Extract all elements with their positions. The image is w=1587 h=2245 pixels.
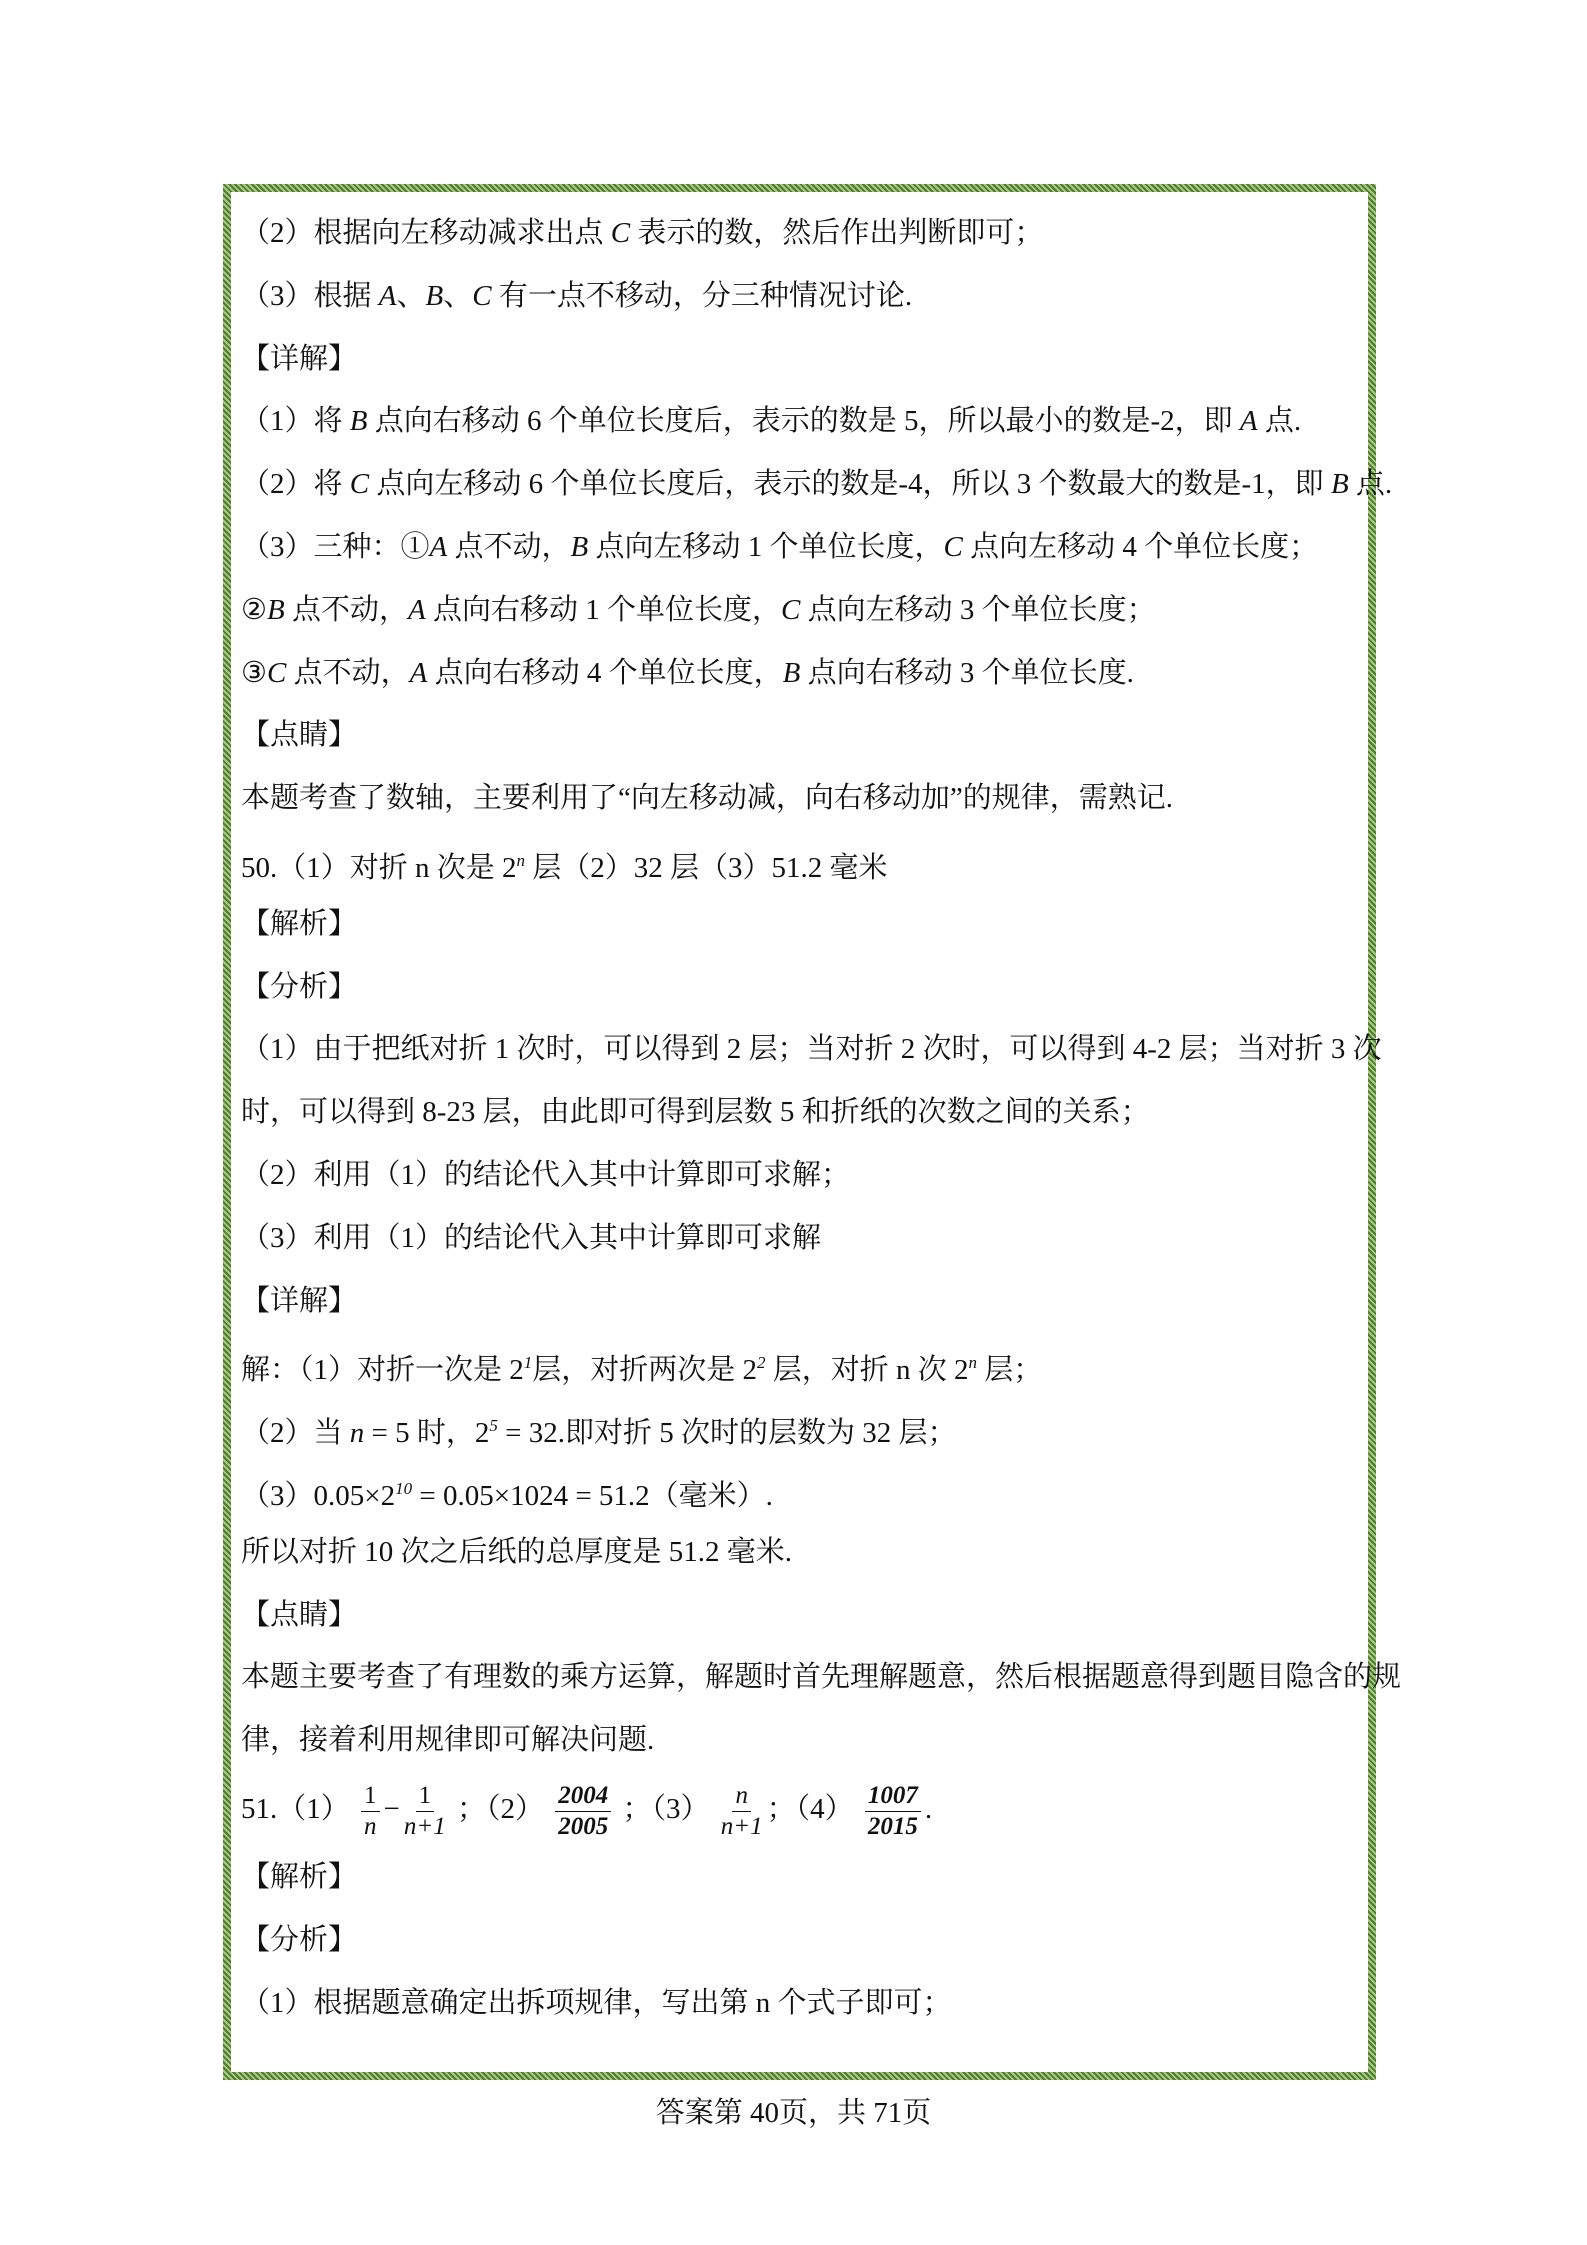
fraction-1007-2015 xyxy=(865,1781,921,1842)
denominator: 2015 xyxy=(867,1812,918,1840)
denominator: n+1 xyxy=(720,1812,763,1840)
math-variable: A xyxy=(429,530,448,563)
text-segment: 【详解】 xyxy=(241,342,358,375)
math-variable: B xyxy=(1330,468,1349,501)
text-line xyxy=(241,1081,1364,1144)
text-line xyxy=(241,893,1364,956)
denominator: 2005 xyxy=(558,1812,609,1840)
lines-after-51 xyxy=(241,1846,1364,2034)
text-line xyxy=(241,1395,1364,1458)
math-variable: C xyxy=(610,217,631,249)
text-line xyxy=(241,1646,1402,1709)
answer-frame xyxy=(223,184,1402,2080)
text-segment: （1）根据题意确定出拆项规律，写出第 n 个式子即可； xyxy=(241,1986,952,2019)
numerator: 1 xyxy=(416,1781,435,1812)
lines-before-51 xyxy=(241,202,1402,1772)
text-line xyxy=(241,265,1364,328)
text-line xyxy=(241,1521,1364,1584)
fraction-1-over-n xyxy=(361,1781,380,1842)
text-segment: 【点睛】 xyxy=(241,1598,358,1631)
math-variable: B xyxy=(570,530,589,563)
text-line xyxy=(241,642,1364,705)
text-line xyxy=(241,202,1364,265)
superscript: 1 xyxy=(523,1353,533,1373)
text-segment: 【点睛】 xyxy=(241,719,358,752)
text-line xyxy=(241,956,1364,1019)
math-variable: A xyxy=(378,279,397,312)
text-segment: 【解析】 xyxy=(241,1860,358,1893)
text-segment: 层； xyxy=(977,1354,1043,1387)
text-segment: 本题考查了数轴，主要利用了“向左移动减，向右移动加”的规律，需熟记. xyxy=(241,782,1173,815)
text-line xyxy=(241,1458,1364,1521)
text-line xyxy=(241,1709,1364,1772)
text-line xyxy=(241,767,1364,830)
superscript: n xyxy=(968,1353,978,1373)
content xyxy=(241,202,1402,2034)
text-segment: 表示的数，然后作出判断即可； xyxy=(630,217,1044,249)
q51-part3-label: ；（3） xyxy=(622,1792,710,1825)
text-segment: （1）将 xyxy=(241,405,350,438)
text-segment: 【解析】 xyxy=(241,907,358,940)
text-segment: 所以对折 10 次之后纸的总厚度是 51.2 毫米. xyxy=(241,1535,793,1568)
text-line xyxy=(241,1972,1364,2035)
answer-body xyxy=(231,192,1402,2072)
text-segment: 【分析】 xyxy=(241,1923,358,1956)
text-segment: 点不动， xyxy=(447,530,571,563)
text-segment: （2）当 xyxy=(241,1417,350,1450)
text-segment: 本题主要考查了有理数的乘方运算，解题时首先理解题意，然后根据题意得到题目隐含的规 xyxy=(241,1661,1402,1694)
text-segment: 50.（1）对折 n 次是 2 xyxy=(241,851,517,884)
text-segment: 点向左移动 3 个单位长度； xyxy=(800,593,1156,626)
text-segment: （3）0.05×2 xyxy=(241,1479,396,1512)
question-51-answer xyxy=(241,1772,1364,1846)
text-segment: 【详解】 xyxy=(241,1284,358,1317)
math-variable: C xyxy=(780,593,801,626)
text-segment: （3）利用（1）的结论代入其中计算即可求解 xyxy=(241,1221,822,1254)
text-segment: （3）根据 xyxy=(241,279,379,312)
text-segment: 时，可以得到 8-23 层，由此即可得到层数 5 和折纸的次数之间的关系； xyxy=(241,1096,1150,1129)
text-line xyxy=(241,1270,1364,1333)
superscript: 10 xyxy=(395,1478,413,1498)
math-variable: n xyxy=(349,1417,365,1450)
text-segment: 点向左移动 4 个单位长度； xyxy=(962,530,1319,563)
text-line xyxy=(241,1909,1364,1972)
period: . xyxy=(924,1792,933,1825)
text-segment: 点不动， xyxy=(284,593,408,626)
text-segment: 【分析】 xyxy=(241,970,358,1003)
text-line xyxy=(241,579,1364,642)
text-segment: 、 xyxy=(443,279,473,312)
text-segment: 点向左移动 6 个单位长度后，表示的数是-4，所以 3 个数最大的数是-1，即 xyxy=(369,468,1331,501)
text-segment: 点向右移动 1 个单位长度， xyxy=(425,593,781,626)
text-segment: 律，接着利用规律即可解决问题. xyxy=(241,1724,655,1757)
text-line xyxy=(241,1207,1364,1270)
math-variable: C xyxy=(349,468,370,501)
text-segment: 有一点不移动，分三种情况讨论. xyxy=(491,279,913,312)
math-variable: B xyxy=(267,593,285,626)
text-segment: 点向左移动 1 个单位长度， xyxy=(588,530,944,563)
text-line xyxy=(241,1846,1364,1909)
text-line xyxy=(241,390,1364,453)
text-segment: （2）将 xyxy=(241,468,350,501)
math-variable: C xyxy=(472,279,492,312)
text-segment: 点向右移动 6 个单位长度后，表示的数是 5，所以最小的数是-2，即 xyxy=(367,405,1240,438)
text-segment: 点. xyxy=(1257,405,1302,438)
text-segment: 点不动， xyxy=(286,656,410,689)
math-variable: B xyxy=(349,405,368,438)
text-line xyxy=(241,453,1393,516)
math-variable: C xyxy=(943,530,963,563)
math-variable: B xyxy=(425,279,444,312)
math-variable: C xyxy=(267,656,287,689)
numerator: 1 xyxy=(361,1781,380,1812)
text-segment: 点向右移动 3 个单位长度. xyxy=(800,656,1134,689)
text-line xyxy=(241,1018,1382,1081)
text-line xyxy=(241,830,1364,893)
q51-prefix: 51.（1） xyxy=(241,1792,350,1825)
text-segment: （1）由于把纸对折 1 次时，可以得到 2 层；当对折 2 次时，可以得到 4-2 层；当对折 3 次 xyxy=(241,1033,1382,1066)
denominator: n+1 xyxy=(403,1812,446,1840)
math-variable: A xyxy=(409,656,428,689)
text-segment: = 5 时，2 xyxy=(364,1417,490,1450)
denominator: n xyxy=(364,1812,377,1840)
text-segment: = 32.即对折 5 次时的层数为 32 层； xyxy=(497,1417,957,1450)
q51-part4-label: ；（4） xyxy=(766,1792,854,1825)
text-segment: 解：（1）对折一次是 2 xyxy=(241,1354,524,1387)
fraction-n-over-n-plus-1 xyxy=(721,1781,763,1842)
superscript: 2 xyxy=(757,1353,766,1373)
text-segment: ③ xyxy=(241,656,267,689)
numerator: n xyxy=(732,1781,751,1812)
math-variable: A xyxy=(1239,405,1258,438)
q51-part2-label: ；（2） xyxy=(457,1792,545,1825)
text-line xyxy=(241,1332,1364,1395)
text-segment: （2）利用（1）的结论代入其中计算即可求解； xyxy=(241,1158,851,1191)
text-segment: 、 xyxy=(396,279,426,312)
text-segment: ② xyxy=(241,593,267,626)
text-line xyxy=(241,704,1364,767)
minus-sign: − xyxy=(383,1792,400,1825)
text-line xyxy=(241,1584,1364,1647)
superscript: 5 xyxy=(489,1416,498,1436)
text-line xyxy=(241,328,1364,391)
text-segment: （2）根据向左移动减求出点 xyxy=(241,217,611,249)
text-segment: = 0.05×1024 = 51.2（毫米）. xyxy=(412,1479,773,1512)
text-line xyxy=(241,1144,1364,1207)
text-line xyxy=(241,516,1364,579)
text-segment: 点. xyxy=(1348,468,1393,501)
text-segment: （3）三种：① xyxy=(241,530,430,563)
math-variable: A xyxy=(407,593,426,626)
numerator: 2004 xyxy=(555,1781,611,1812)
numerator: 1007 xyxy=(865,1781,921,1812)
text-segment: 层，对折 n 次 2 xyxy=(765,1354,969,1387)
text-segment: 层，对折两次是 2 xyxy=(532,1354,758,1387)
page-footer: 答案第 40页，共 71页 xyxy=(655,2097,932,2129)
fraction-2004-2005 xyxy=(555,1781,611,1842)
text-segment: 点向右移动 4 个单位长度， xyxy=(427,656,783,689)
math-variable: B xyxy=(782,656,801,689)
superscript: n xyxy=(516,850,526,870)
text-segment: 层（2）32 层（3）51.2 毫米 xyxy=(525,851,888,884)
fraction-1-over-n-plus-1 xyxy=(404,1781,446,1842)
